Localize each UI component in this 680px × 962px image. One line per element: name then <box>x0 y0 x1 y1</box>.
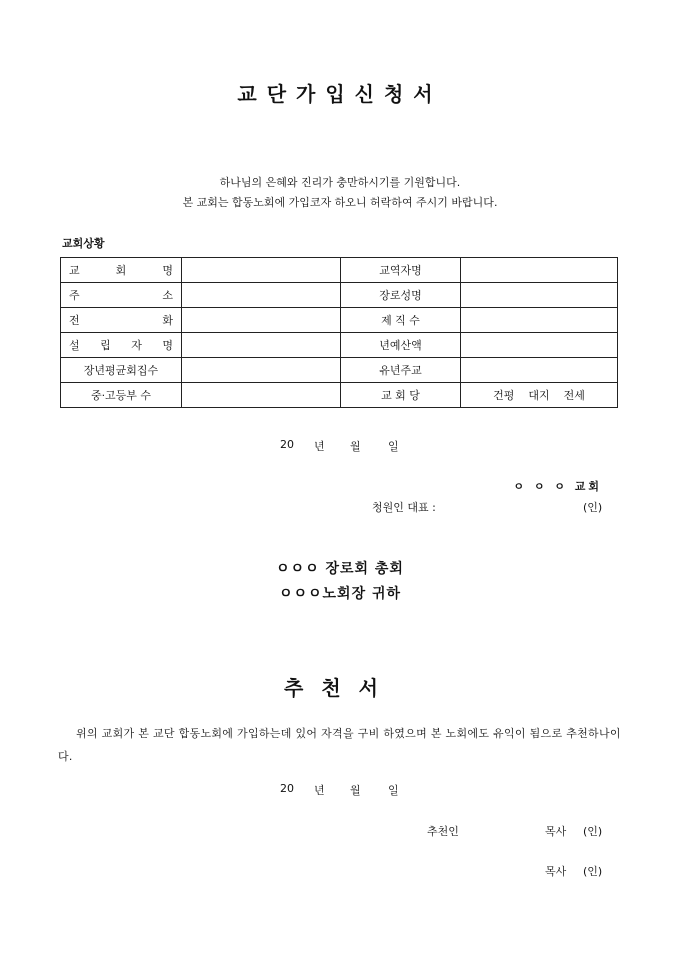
address-label-text <box>69 287 173 303</box>
pastor-title-1: 목사 <box>545 825 567 838</box>
label-char: 전 <box>69 314 80 327</box>
label-char: 주 <box>69 289 80 302</box>
application-date <box>0 438 680 452</box>
label-char: 화 <box>162 314 173 327</box>
label-sunday-school: 유년주교 <box>341 358 461 383</box>
recommendation-text: 위의 교회가 본 교단 합동노회에 가입하는데 있어 자격을 구비 하였으며 본 노회에도 유익이 됨으로 추천하나이다. <box>58 727 621 763</box>
label-annual-budget: 년예산액 <box>341 333 461 358</box>
church-name-label-text <box>69 262 173 278</box>
value-youth-count[interactable] <box>182 383 341 408</box>
rec-date-year[interactable]: 20 <box>280 782 294 795</box>
label-char: 회 <box>115 264 127 277</box>
option-land[interactable]: 대지 <box>528 389 550 402</box>
value-address[interactable] <box>182 283 341 308</box>
pastor-seal-2: (인) <box>583 865 603 878</box>
rec-date-year-label: 년 <box>314 784 325 797</box>
value-church-name[interactable] <box>182 258 341 283</box>
label-char: 명 <box>162 264 173 277</box>
value-officers-count[interactable] <box>461 308 618 333</box>
date-month-label: 월 <box>350 440 361 453</box>
applicant-representative-label: 청원인 대표 : <box>372 501 436 514</box>
label-church-building: 교 회 당 <box>341 383 461 408</box>
section-label: 교회상황 <box>62 237 105 250</box>
label-adult-attendance: 장년평균회집수 <box>61 358 182 383</box>
label-pastor-name: 교역자명 <box>341 258 461 283</box>
rec-date-month-label: 월 <box>350 784 361 797</box>
document-title: 교단가입신청서 <box>237 82 443 106</box>
pastor-title-2: 목사 <box>545 865 567 878</box>
label-youth-count: 중·고등부 수 <box>61 383 182 408</box>
table-row <box>61 333 618 358</box>
label-founder-name <box>61 333 182 358</box>
label-phone <box>61 308 182 333</box>
recommender-label: 추천인 <box>427 825 459 838</box>
value-sunday-school[interactable] <box>461 358 618 383</box>
value-church-building <box>461 383 618 408</box>
label-elder-name: 장로성명 <box>341 283 461 308</box>
pastor-seal-1: (인) <box>583 825 603 838</box>
value-adult-attendance[interactable] <box>182 358 341 383</box>
label-church-name <box>61 258 182 283</box>
label-char: 설 <box>69 339 80 352</box>
recommendation-date <box>0 782 680 796</box>
label-char: 소 <box>162 289 173 302</box>
value-elder-name[interactable] <box>461 283 618 308</box>
value-founder-name[interactable] <box>182 333 341 358</box>
table-row <box>61 283 618 308</box>
label-char: 교 <box>69 264 80 277</box>
church-name-signature: ㅇ ㅇ ㅇ 교회 <box>513 480 602 493</box>
value-annual-budget[interactable] <box>461 333 618 358</box>
greeting-line-2: 본 교회는 합동노회에 가입코자 하오니 허락하여 주시기 바랍니다. <box>182 196 498 209</box>
option-lease[interactable]: 전세 <box>563 389 585 402</box>
table-row <box>61 383 618 408</box>
value-phone[interactable] <box>182 308 341 333</box>
applicant-seal: (인) <box>583 501 603 514</box>
label-char: 립 <box>100 339 111 352</box>
addressee-line-2: ㅇㅇㅇ노회장 귀하 <box>278 586 402 602</box>
date-day-label: 일 <box>388 440 399 453</box>
value-pastor-name[interactable] <box>461 258 618 283</box>
table-row <box>61 308 618 333</box>
label-char: 명 <box>162 339 173 352</box>
greeting-line-1: 하나님의 은혜와 진리가 충만하시기를 기원합니다. <box>219 176 461 189</box>
date-year[interactable]: 20 <box>280 438 294 451</box>
date-year-label: 년 <box>314 440 325 453</box>
founder-label-text <box>69 337 173 353</box>
addressee-line-1: ㅇㅇㅇ 장로회 총회 <box>276 561 404 577</box>
table-row <box>61 358 618 383</box>
label-officers-count: 제 직 수 <box>341 308 461 333</box>
recommendation-title: 추천서 <box>284 676 396 700</box>
label-address <box>61 283 182 308</box>
phone-label-text <box>69 312 173 328</box>
label-char: 자 <box>131 339 142 352</box>
table-row <box>61 258 618 283</box>
church-info-table <box>60 257 618 408</box>
rec-date-day-label: 일 <box>388 784 399 797</box>
option-floor-area[interactable]: 건평 <box>493 389 515 402</box>
